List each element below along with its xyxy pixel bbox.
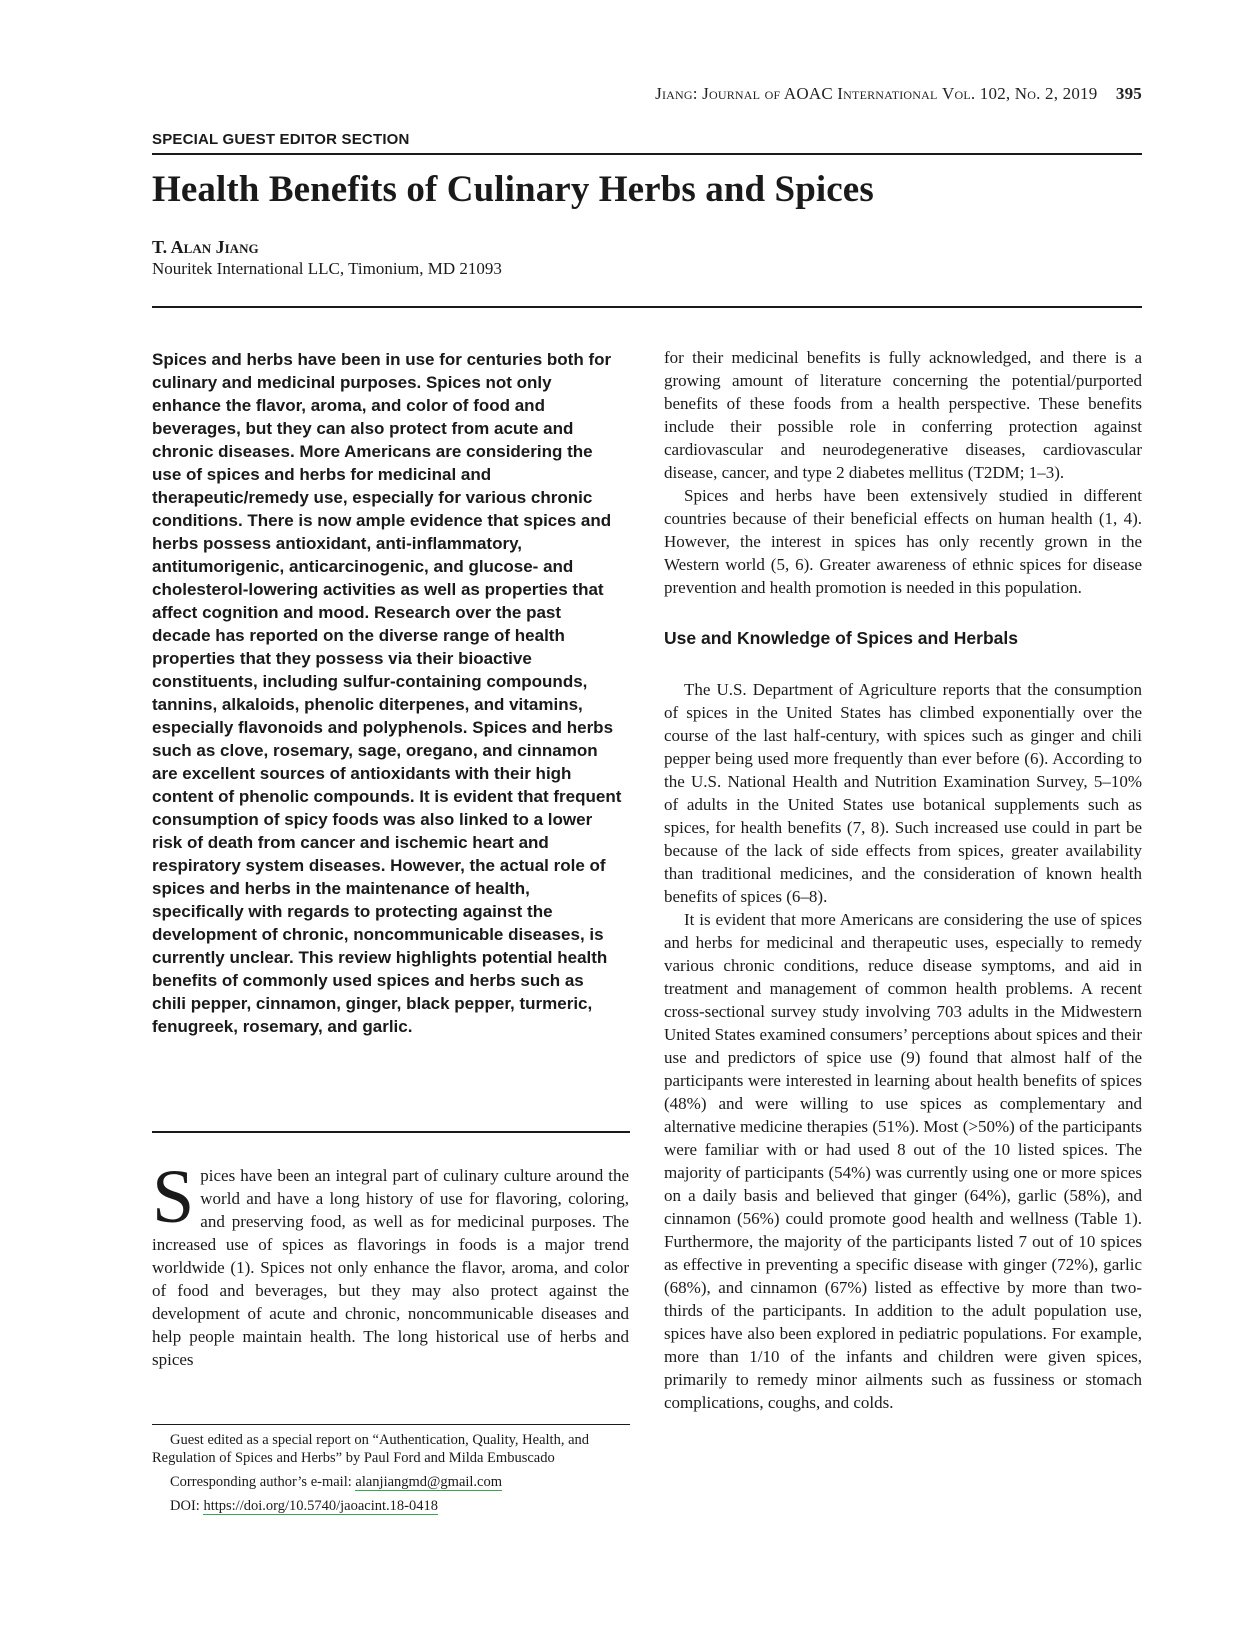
page-number: 395 [1115,84,1142,103]
footnote-email-line [152,1473,627,1491]
footnote-divider [152,1424,630,1425]
header-divider [152,306,1142,308]
body-paragraph-4: It is evident that more Americans are considering the use of spices and herbs for medicinal and therapeutic uses, especially to remedy various chronic conditions, reduce disease symptoms, and aid in treatment and management of common health problems. A recent cross-sectional survey study involving 703 adults in the Midwestern United States examined consumers’ perceptions about spices and their use and predictors of spice use (9) found that almost half of the participants were interested in learning about health benefits of spices (48%) and were willing to use spices as complementary and alternative medicine therapies (51%). Most (>50%) of the participants were familiar with or had used 8 out of the 10 listed spices. The majority of participants (54%) was currently using one or more spices on a daily basis and believed that ginger (64%), garlic (58%), and cinnamon (56%) could promote good health and wellness (Table 1). Furthermore, the majority of the participants listed 7 out of 10 spices as effective in preventing a specific disease with ginger (72%), garlic (68%), and cinnamon (67%) listed as effective by more than two-thirds of the participants. In addition to the adult population use, spices have also been explored in pediatric populations. For example, more than 1/10 of the infants and children were given spices, primarily to remedy minor ailments such as fussiness or stomach complications, coughs, and colds. [664,910,1142,1412]
doi-link[interactable]: https://doi.org/10.5740/jaoacint.18-0418 [203,1498,438,1514]
running-head-volume: Vol. 102, No. 2, 2019 [942,84,1098,103]
abstract-divider [152,1131,630,1133]
right-column [664,346,1142,1414]
author-email-link[interactable]: alanjiangmd@gmail.com [355,1474,503,1490]
intro-text: pices have been an integral part of culinary culture around the world and have a long history of use for flavoring, coloring, and preserving food, as well as for medicinal purposes. The increased use of spices as flavorings in foods is a major trend worldwide (1). Spices not only enhance the flavor, aroma, and color of food and beverages, but they may also protect against the development of acute and chronic, noncommunicable diseases and help people maintain health. The long historical use of herbs and spices [152,1166,629,1369]
section-heading: Use and Knowledge of Spices and Herbals [664,628,1018,648]
author-affiliation: Nouritek International LLC, Timonium, MD 21093 [152,259,502,278]
footnote-guest-edited: Guest edited as a special report on “Authentication, Quality, Health, and Regulation of Spices and Herbs” by Paul Ford and Milda Embuscado [152,1432,590,1466]
section-label: SPECIAL GUEST EDITOR SECTION [152,131,410,148]
running-head-journal: Journal of AOAC International [702,84,938,103]
author-name: T. Alan Jiang [152,237,259,257]
footnote-doi-label: DOI: [170,1498,200,1514]
running-head: Jiang: Journal of AOAC International Vol. 102, No. 2, 2019 395 [655,84,1142,103]
footnote-email-label: Corresponding author’s e-mail: [170,1474,352,1490]
body-paragraph-1: for their medicinal benefits is fully acknowledged, and there is a growing amount of literature concerning the potential/purported benefits of these foods from a health perspective. These benefits include their possible role in conferring protection against cardiovascular and neurodegenerative diseases, cardiovascular disease, cancer, and type 2 diabetes mellitus (T2DM; 1–3). [664,348,1142,482]
running-head-author: Jiang [655,84,693,103]
body-paragraph-3: The U.S. Department of Agriculture reports that the consumption of spices in the United States has climbed exponentially over the course of the last half-century, with spices such as ginger and chili pepper being used more frequently than ever before (6). According to the U.S. National Health and Nutrition Examination Survey, 5–10% of adults in the United States use botanical supplements such as spices, for health benefits (7, 8). Such increased use could in part be because of the lack of side effects from spices, greater availability than traditional medicines, and the consideration of known health benefits of spices (6–8). [664,680,1142,906]
article-title: Health Benefits of Culinary Herbs and Spices [152,169,874,210]
top-divider [152,153,1142,155]
intro-paragraph [152,1155,629,1371]
abstract: Spices and herbs have been in use for centuries both for culinary and medicinal purposes. Spices not only enhance the flavor, aroma, and color of food and beverages, but they can also protect from acute and chronic diseases. More Americans are considering the use of spices and herbs for medicinal and therapeutic/remedy use, especially for various chronic conditions. There is now ample evidence that spices and herbs possess antioxidant, anti-inflammatory, antitumorigenic, anticarcinogenic, and glucose- and cholesterol-lowering activities as well as properties that affect cognition and mood. Research over the past decade has reported on the diverse range of health properties that they possess via their bioactive constituents, including sulfur-containing compounds, tannins, alkaloids, phenolic diterpenes, and vitamins, especially flavonoids and polyphenols. Spices and herbs such as clove, rosemary, sage, oregano, and cinnamon are excellent sources of antioxidants with their high content of phenolic compounds. It is evident that frequent consumption of spicy foods was also linked to a lower risk of death from cancer and ischemic heart and respiratory system diseases. However, the actual role of spices and herbs in the maintenance of health, specifically with regards to protecting against the development of chronic, noncommunicable diseases, is currently unclear. This review highlights potential health benefits of commonly used spices and herbs such as chili pepper, cinnamon, ginger, black pepper, turmeric, fenugreek, rosemary, and garlic. [152,350,622,1036]
footnote-doi-line [152,1497,627,1515]
drop-cap: S [152,1155,195,1239]
footnote [152,1431,627,1515]
body-paragraph-2: Spices and herbs have been extensively studied in different countries because of their beneficial effects on human health (1, 4). However, the interest in spices has only recently grown in the Western world (5, 6). Greater awareness of ethnic spices for disease prevention and health promotion is needed in this population. [664,486,1142,597]
